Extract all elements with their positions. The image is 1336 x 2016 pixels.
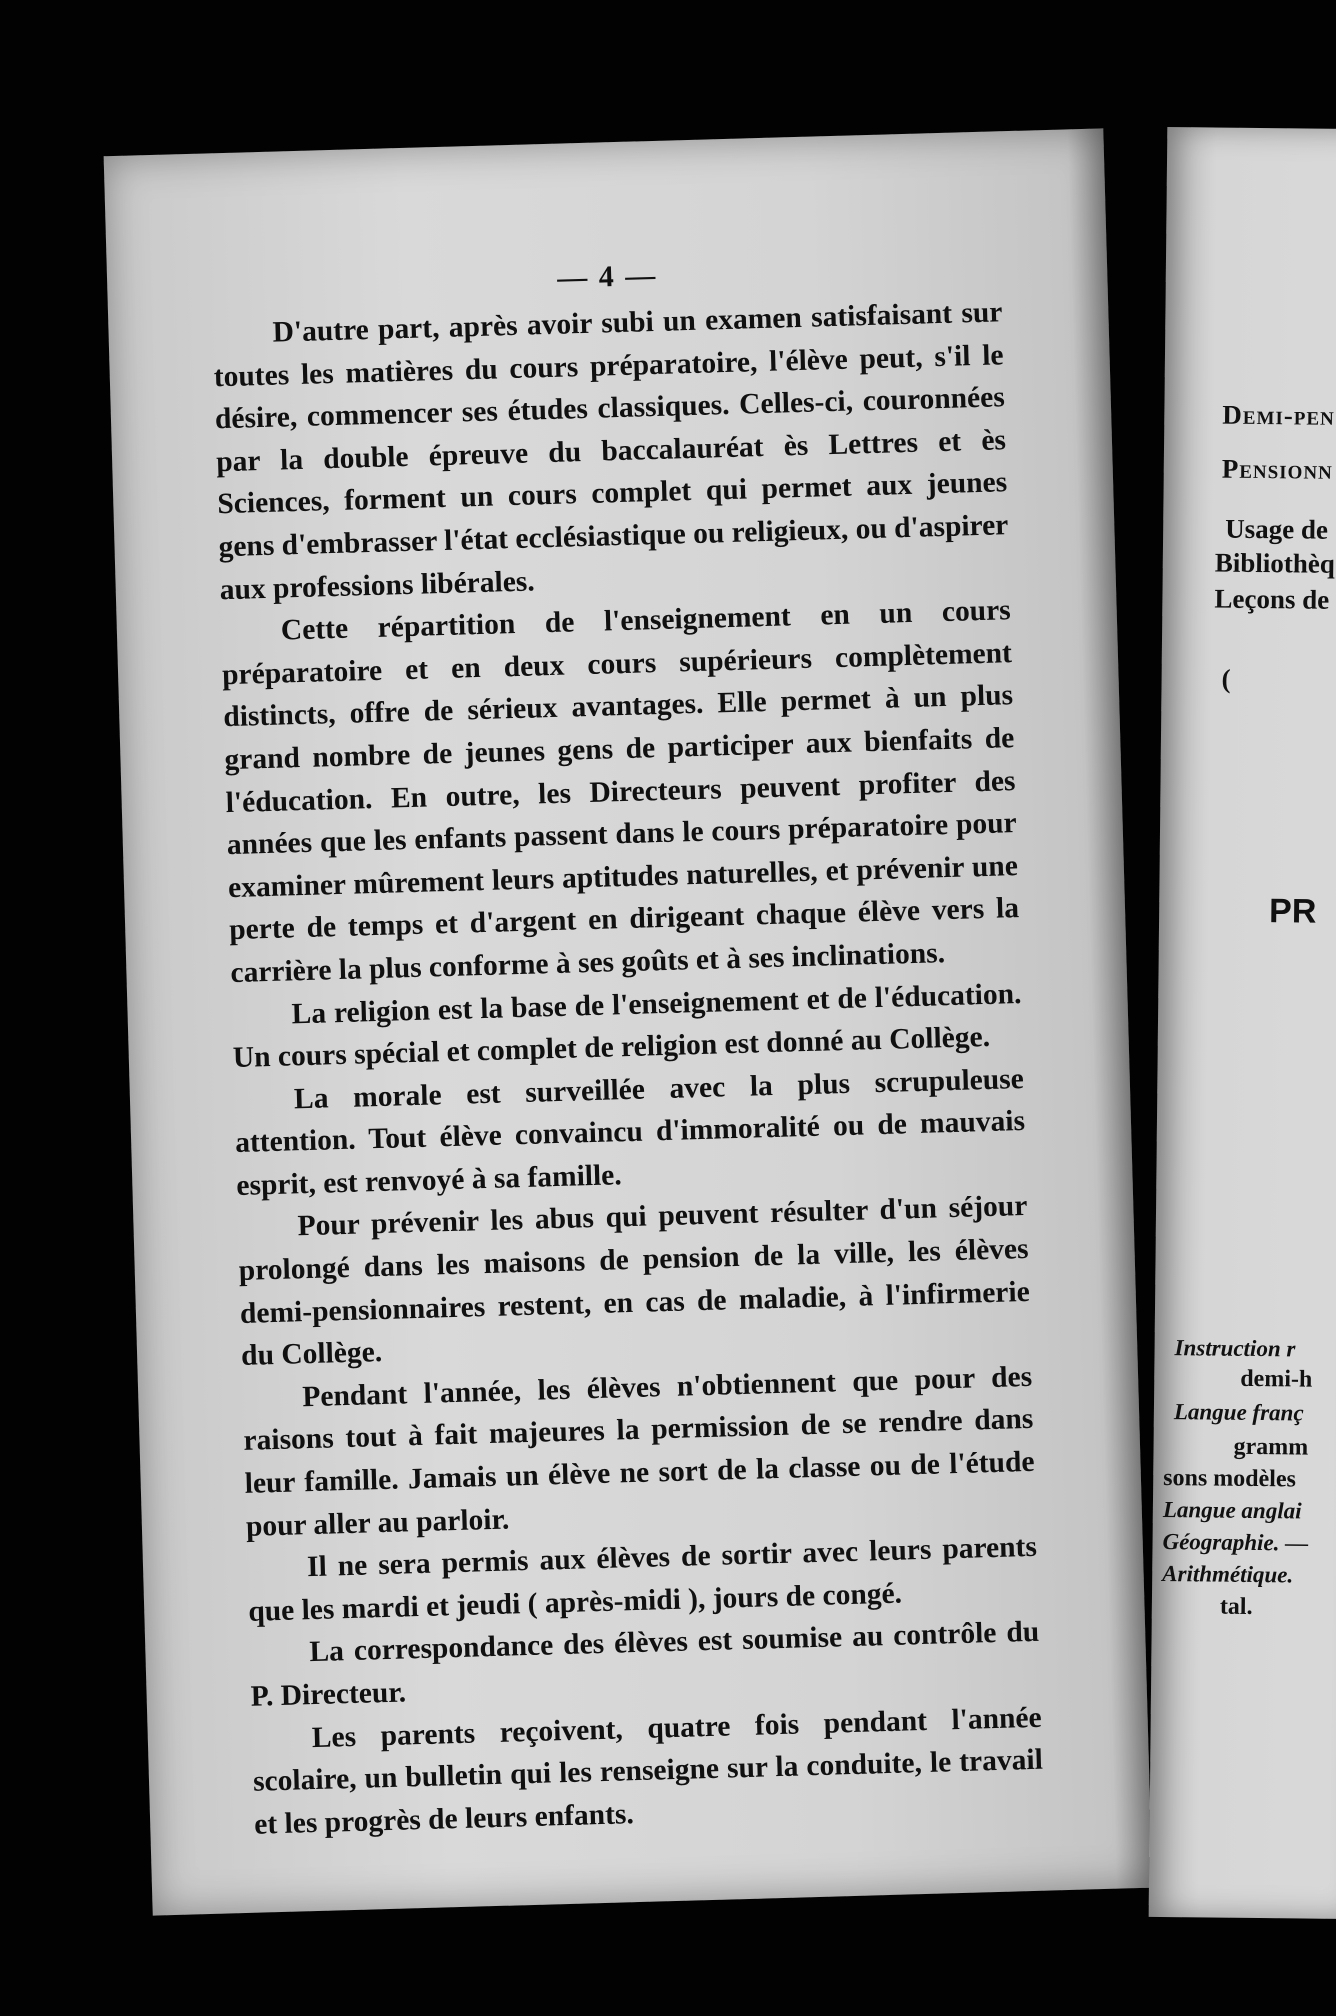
right-page-line: Langue franç (1173, 1399, 1304, 1426)
page-number: — 4 — (556, 258, 658, 295)
paragraph-7: Il ne sera permis aux élèves de sortir avec leurs parents que les mardi et jeudi ( après-midi ), jours de congé. (247, 1531, 1038, 1628)
right-page-line: Géographie. — (1162, 1529, 1309, 1556)
paragraph-2: Cette répartition de l'enseignement en un cours préparatoire et en deux cours supérieurs complètement distincts, offre de sérieux avantages. Elle permet à un plus grand nombre de jeunes gens de participer aux bienfaits de l'éducation. En outre, les Directeurs peuvent profiter des années que les enfants passent dans le cours préparatoire pour examiner mûrement leurs aptitudes naturelles, et prévenir une perte de temps et d'argent en dirigeant chaque élève vers la carrière la plus conforme à ses goûts et à ses inclinations. (221, 594, 1020, 989)
section-heading: PR (1268, 892, 1317, 931)
paragraph-1: D'autre part, après avoir subi un examen satisfaisant sur toutes les matières du cours préparatoire, l'élève peut, s'il le désire, commencer ses études classiques. Celles-ci, couronnées par la double épreuve du baccalauréat ès Lettres et ès Sciences, forment un cours complet qui permet aux jeunes gens d'embrasser l'état ecclésiastique ou religieux, ou d'aspirer aux professions libérales. (213, 296, 1009, 606)
right-page-line: Bibliothèq (1214, 547, 1336, 579)
paragraph-9: Les parents reçoivent, quatre fois pendant l'année scolaire, un bulletin qui les renseigne sur la conduite, le travail et les progrès de leurs enfants. (252, 1701, 1044, 1841)
paragraph-8: La correspondance des élèves est soumise au contrôle du P. Directeur. (250, 1616, 1040, 1713)
right-page-line: demi-h (1240, 1365, 1313, 1393)
right-page-line: sons modèles (1163, 1465, 1297, 1493)
right-page-line: Instruction r (1174, 1335, 1296, 1362)
right-page-line: Arithmétique. (1162, 1561, 1294, 1588)
paragraph-5: Pour prévenir les abus qui peuvent résulter d'un séjour prolongé dans les maisons de pension de la ville, les élèves demi-pensionnaires restent, en cas de maladie, à l'infirmerie du Collège. (238, 1190, 1031, 1373)
left-page (104, 128, 1153, 1915)
bracket-mark: ( (1221, 663, 1231, 694)
right-page-line: gramm (1233, 1433, 1309, 1461)
body-text (212, 291, 1045, 1846)
right-page-line: Pensionn (1221, 453, 1334, 485)
right-page-line: Demi-pen (1222, 399, 1336, 431)
right-page (1149, 127, 1336, 1919)
right-page-line: Leçons de (1214, 583, 1330, 615)
right-page-line: tal. (1219, 1593, 1253, 1620)
paragraph-3: La religion est la base de l'enseignement et de l'éducation. Un cours spécial et complet de religion est donné au Collège. (232, 977, 1022, 1075)
right-page-line: Usage de (1225, 513, 1329, 545)
paragraph-4: La morale est surveillée avec la plus scrupuleuse attention. Tout élève convaincu d'immoralité ou de mauvais esprit, est renvoyé à sa famille. (234, 1062, 1026, 1202)
right-page-line: Langue anglai (1162, 1497, 1302, 1524)
paragraph-6: Pendant l'année, les élèves n'obtiennent que pour des raisons tout à fait majeures la permission de se rendre dans leur famille. Jamais un élève ne sort de la classe ou de l'étude pour aller au parloir. (243, 1360, 1035, 1543)
